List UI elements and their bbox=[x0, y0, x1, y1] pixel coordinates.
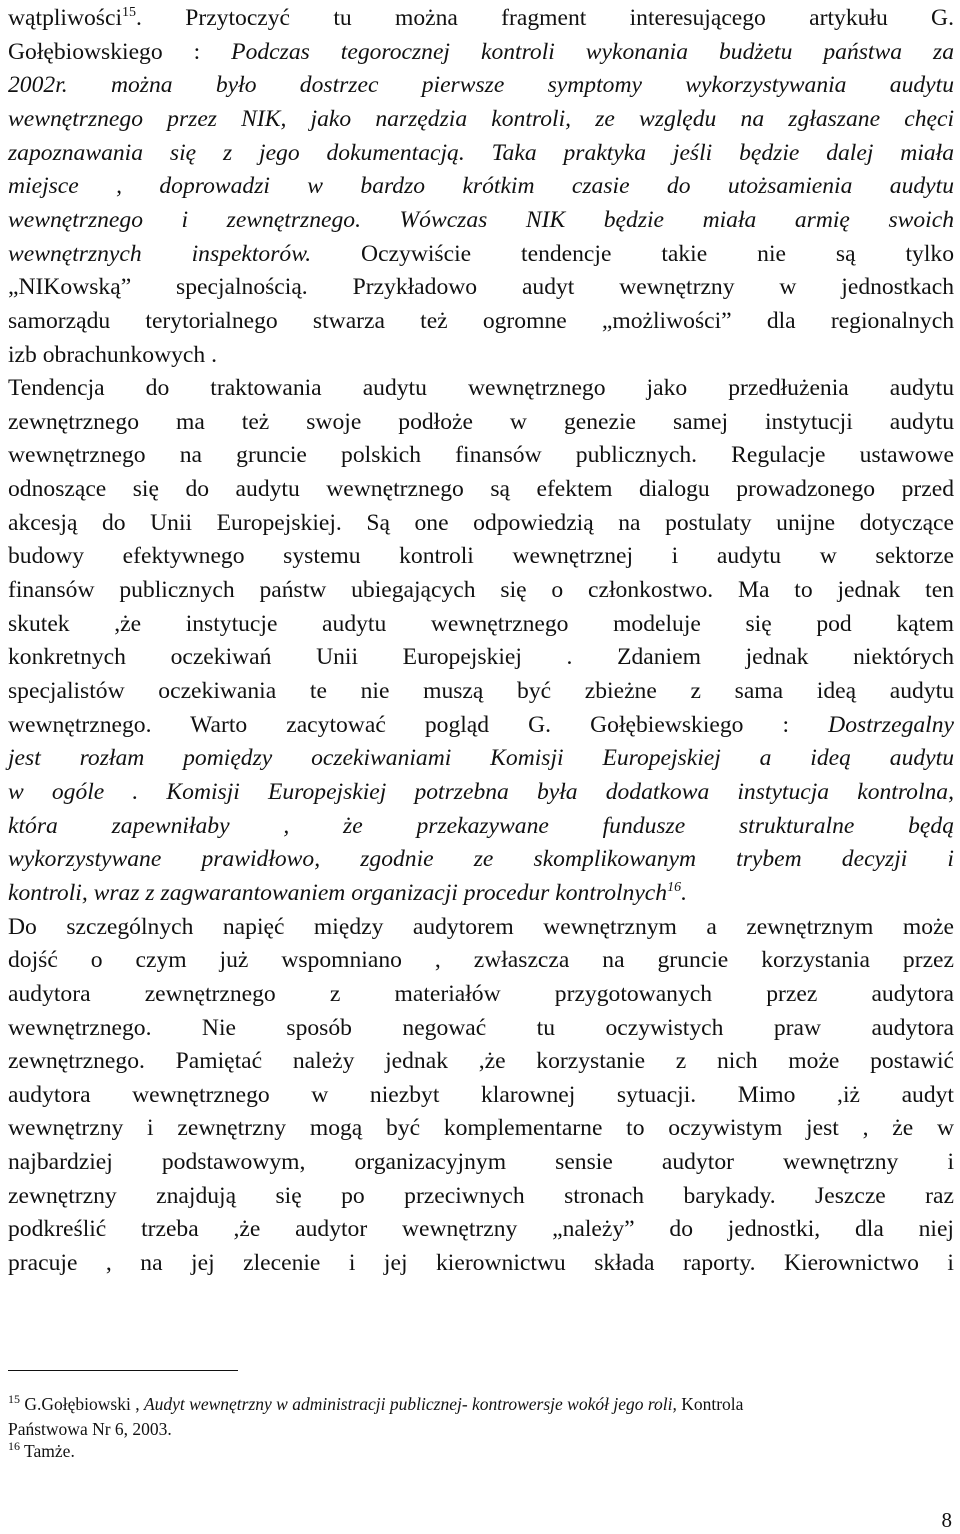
body-line bbox=[8, 1180, 954, 1212]
body-line bbox=[8, 742, 954, 774]
text-run: wewnętrznego. Warto zacytować pogląd G. Gołębiewskiego : bbox=[8, 711, 829, 738]
body-line bbox=[8, 944, 954, 976]
text-run: finansów publicznych państw ubiegających się o członkostwo. Ma to jednak ten bbox=[8, 577, 954, 604]
body-line bbox=[8, 137, 954, 169]
text-run: dojść o czym już wspomniano , zwłaszcza na gruncie korzystania przez bbox=[8, 947, 954, 974]
body-line bbox=[8, 709, 954, 741]
body-line bbox=[8, 608, 954, 640]
body-line bbox=[8, 1146, 954, 1178]
footnote bbox=[8, 1393, 743, 1415]
quoted-text: wewnętrznego i zewnętrznego. Wówczas NIK będzie miała armię swoich bbox=[8, 206, 954, 233]
body-line bbox=[8, 540, 954, 572]
text-run: wątpliwości bbox=[8, 5, 123, 31]
text-run: audytora zewnętrznego z materiałów przygotowanych przez audytora bbox=[8, 980, 954, 1007]
footnote-separator bbox=[8, 1370, 238, 1371]
body-line bbox=[8, 1045, 954, 1077]
body-line bbox=[8, 776, 954, 808]
body-line bbox=[8, 238, 954, 270]
body-line bbox=[8, 1247, 954, 1279]
body-line bbox=[8, 439, 954, 471]
body-line bbox=[8, 810, 954, 842]
quoted-text: zapoznawania się z jego dokumentacją. Taka praktyka jeśli będzie dalej miała bbox=[8, 139, 954, 166]
body-line bbox=[8, 2, 954, 34]
text-run: wewnętrznego na gruncie polskich finansów publicznych. Regulacje ustawowe bbox=[8, 442, 954, 469]
body-line bbox=[8, 507, 954, 539]
text-run: konkretnych oczekiwań Unii Europejskiej . Zdaniem jednak niektórych bbox=[8, 644, 954, 671]
text-run: akcesją do Unii Europejskiej. Są one odpowiedzią na postulaty unijne dotyczące bbox=[8, 509, 954, 536]
text-run: wewnętrzny i zewnętrzny mogą być komplementarne to oczywistym jest , że w bbox=[8, 1115, 954, 1142]
footnote-marker: 15 bbox=[8, 1392, 20, 1407]
footnote-marker: 15 bbox=[122, 5, 137, 21]
body-line bbox=[8, 1213, 954, 1245]
footnote-marker: 16 bbox=[667, 880, 682, 896]
text-run: Kontrola bbox=[676, 1394, 744, 1414]
body-line bbox=[8, 978, 954, 1010]
footnote bbox=[8, 1418, 172, 1440]
body-line bbox=[8, 877, 954, 909]
body-line bbox=[8, 911, 954, 943]
quoted-text: kontroli, wraz z zagwarantowaniem organizacji procedur kontrolnych bbox=[8, 879, 668, 906]
footnote-marker: 16 bbox=[8, 1439, 20, 1454]
text-run: Oczywiście tendencje takie nie są tylko bbox=[311, 240, 955, 267]
body-line bbox=[8, 473, 954, 505]
body-line bbox=[8, 204, 954, 236]
quoted-text: która zapewniłaby , że przekazywane fundusze strukturalne będą bbox=[8, 812, 954, 839]
body-line bbox=[8, 372, 954, 404]
text-run: zewnętrznego. Pamiętać należy jednak ,że korzystanie z nich może postawić bbox=[8, 1048, 954, 1075]
text-run: skutek ,że instytucje audytu wewnętrznego modeluje się pod kątem bbox=[8, 610, 954, 637]
body-line bbox=[8, 305, 954, 337]
body-line bbox=[8, 1012, 954, 1044]
body-line bbox=[8, 36, 954, 68]
body-line bbox=[8, 339, 954, 371]
body-line bbox=[8, 406, 954, 438]
quoted-text: 2002r. można było dostrzec pierwsze symptomy wykorzystywania audytu bbox=[8, 72, 954, 99]
text-run: Państwowa Nr 6, 2003. bbox=[8, 1419, 172, 1439]
text-run: specjalistów oczekiwania te nie muszą być zbieżne z sama ideą audytu bbox=[8, 678, 954, 704]
text-run: najbardziej podstawowym, organizacyjnym sensie audytor wewnętrzny i bbox=[8, 1149, 954, 1176]
quoted-text: Podczas tegorocznej kontroli wykonania budżetu państwa za bbox=[231, 38, 954, 65]
text-run: zewnętrznego ma też swoje podłoże w genezie samej instytucji audytu bbox=[8, 408, 954, 435]
quoted-text: . bbox=[681, 879, 687, 906]
text-run: izb obrachunkowych . bbox=[8, 341, 218, 368]
body-line bbox=[8, 1112, 954, 1144]
text-run: Gołębiowskiego : bbox=[8, 38, 232, 65]
text-run: podkreślić trzeba ,że audytor wewnętrzny „należy” do jednostki, dla niej bbox=[8, 1216, 954, 1243]
text-run: . Przytoczyć tu można fragment interesującego artykułu G. bbox=[136, 5, 954, 31]
quoted-text: jest rozłam pomiędzy oczekiwaniami Komisji Europejskiej a ideą audytu bbox=[8, 745, 954, 772]
body-line bbox=[8, 641, 954, 673]
body-line bbox=[8, 843, 954, 875]
quoted-text: miejsce , doprowadzi w bardzo krótkim czasie do utożsamienia audytu bbox=[8, 173, 954, 200]
body-line bbox=[8, 675, 954, 707]
body-line bbox=[8, 69, 954, 101]
quoted-text: wykorzystywane prawidłowo, zgodnie ze skomplikowanym trybem decyzji i bbox=[8, 846, 954, 873]
body-line bbox=[8, 271, 954, 303]
text-run: G.Gołębiowski , bbox=[20, 1394, 144, 1414]
quoted-text: Dostrzegalny bbox=[828, 711, 954, 738]
text-run: Do szczególnych napięć między audytorem wewnętrznym a zewnętrznym może bbox=[8, 913, 954, 940]
page-number: 8 bbox=[941, 1508, 952, 1532]
text-run: samorządu terytorialnego stwarza też ogromne „możliwości” dla regionalnych bbox=[8, 307, 954, 334]
body-line bbox=[8, 103, 954, 135]
text-run: wewnętrznego. Nie sposób negować tu oczywistych praw audytora bbox=[8, 1014, 954, 1041]
footnote bbox=[8, 1440, 75, 1462]
text-run: „NIKowską” specjalnością. Przykładowo audyt wewnętrzny w jednostkach bbox=[8, 274, 954, 301]
text-run: Tendencja do traktowania audytu wewnętrznego jako przedłużenia audytu bbox=[8, 375, 954, 402]
body-line bbox=[8, 574, 954, 606]
text-run: zewnętrzny znajdują się po przeciwnych stronach barykady. Jeszcze raz bbox=[8, 1182, 954, 1209]
body-line bbox=[8, 1079, 954, 1111]
text-run: Tamże. bbox=[20, 1441, 75, 1461]
body-line bbox=[8, 170, 954, 202]
text-run: pracuje , na jej zlecenie i jej kierownictwu składa raporty. Kierownictwo i bbox=[8, 1250, 954, 1277]
quoted-text: Audyt wewnętrzny w administracji publicznej- kontrowersje wokół jego roli, bbox=[143, 1394, 677, 1414]
text-run: audytora wewnętrznego w niezbyt klarownej sytuacji. Mimo ,iż audyt bbox=[8, 1081, 954, 1108]
quoted-text: wewnętrznych inspektorów. bbox=[8, 240, 312, 267]
quoted-text: w ogóle . Komisji Europejskiej potrzebna była dodatkowa instytucja kontrolna, bbox=[8, 778, 954, 805]
text-run: budowy efektywnego systemu kontroli wewnętrznej i audytu w sektorze bbox=[8, 543, 954, 570]
quoted-text: wewnętrznego przez NIK, jako narzędzia kontroli, ze względu na zgłaszane chęci bbox=[8, 105, 954, 132]
text-run: odnoszące się do audytu wewnętrznego są efektem dialogu prowadzonego przed bbox=[8, 476, 954, 503]
